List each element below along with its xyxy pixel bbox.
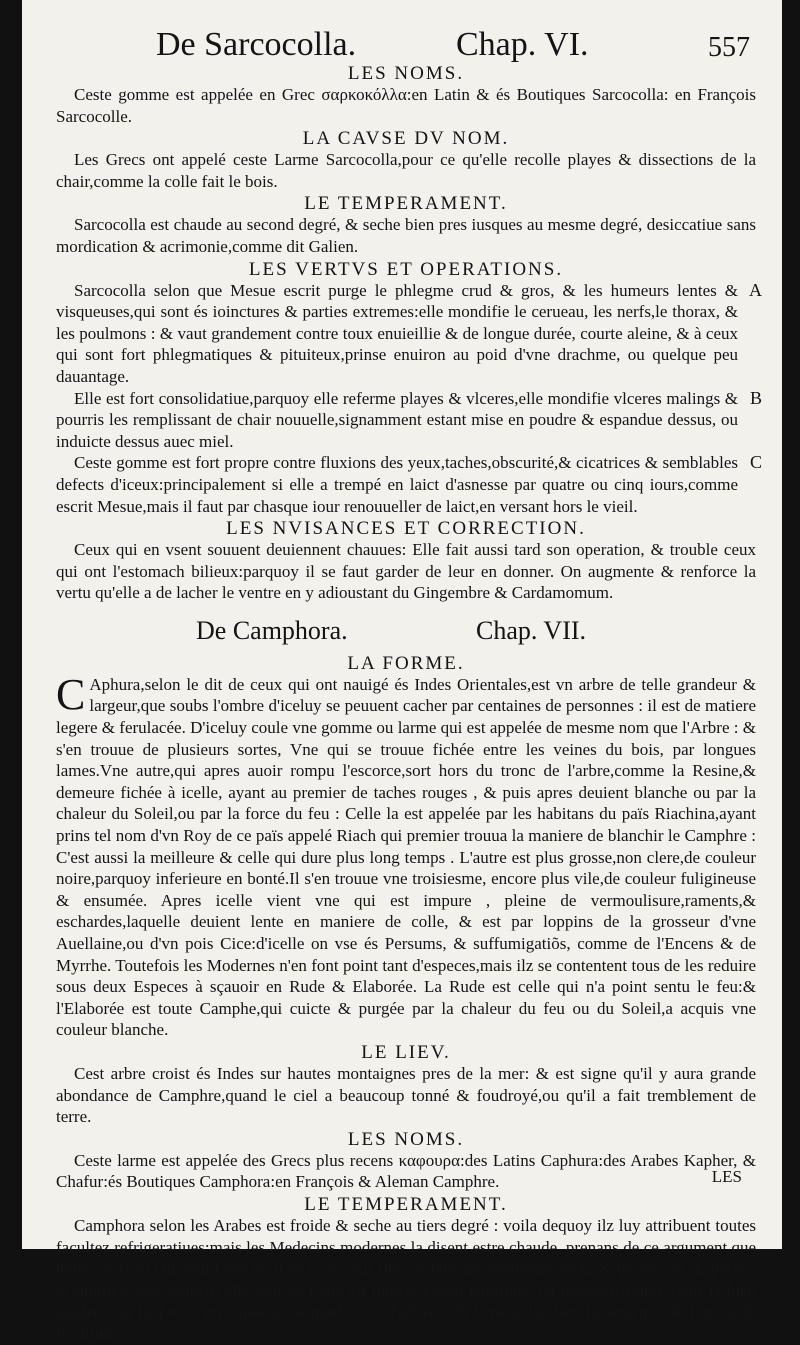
paragraph: Ceste gomme est appelée en Grec σαρκοκόλλα:en Latin & és Boutiques Sarcocolla: en François Sarcocolle. — [56, 85, 756, 126]
paragraph: Sarcocolla selon que Mesue escrit purge le phlegme crud & gros, & les humeurs lentes & visqueuses,qui sont és ioinctures & parties extremes:elle mondifie le cerueau, les nerfs,le thorax, & les poulmons : & vaut grandement contre toux enuieillie & de longue durée, courte aleine, & à ceux qui sont fort phlegmatiques & pituiteux,prinse enuiron au poid d'vne drachme, ou quelque peu dauantage. — [56, 280, 738, 386]
margin-letter-b: B — [749, 387, 762, 408]
section-heading: LES NVISANCES ET CORRECTION. — [226, 518, 586, 540]
paragraph: Elle est fort consolidatiue,parquoy elle referme playes & vlceres,elle mondifie vlceres malings & pourris les remplissant de chair nouuelle,signamment estant mise en poudre & espandue dessus, ou induicte dessus auec miel. — [56, 388, 738, 451]
paragraph: Ceste gomme est fort propre contre fluxions des yeux,taches,obscurité,& cicatrices & semblables defects d'iceux:principalement si elle a trempé en laict d'asnesse par quatre ou cinq iours,comme escrit Mesue,mais il faut par chasque iour renouueller de laict,en versant hors le vieil. — [56, 453, 738, 516]
chapter-title: De Camphora. — [196, 615, 348, 645]
paragraph: Camphora selon les Arabes est froide & seche au tiers degré : voila dequoy ilz luy attribuent toutes facultez refrigeratiues:mais les Medecins modernes la disent estre chaude, prenans de ce argument,que iettée en l'eau elle ardra tant qu'il ne reste plus rien en laissant tresbonne odeur,& qu'elle est de parties si subtiles, que souuent elle s'en va toute en fumée, estant enfermée en boytes:parquoy pour la bien garder il la faut tenir en vaisseau de marbre ou d'albastre & l'enseuelir dans la semence de Lin ou de Psyllium. — [56, 1215, 756, 1343]
paragraph-wrap — [56, 279, 762, 388]
page-number: 557 — [708, 32, 750, 63]
margin-letter-c: C — [749, 452, 762, 473]
paragraph-text: Aphura,selon le dit de ceux qui ont nauigé és Indes Orientales,est vn arbre de telle grandeur & largeur,que soubs l'ombre d'iceluy se peuuent cacher par centaines de personnes : il est de matiere legere & ferulacée. D'iceluy coule vne gomme ou larme qui est appelée de mesme nom que l'Arbre : & s'en trouue de plusieurs sortes, Vne qui se trouue fichée entre les veines du bois, par longues lames.Vne autre,qui apres auoir rompu l'escorce,sort hors du tronc de l'arbre,comme la Resine,& demeure fichée à icelle, ayant au premier de taches rouges , & puis apres deuient blanche ou par la chaleur du Soleil,ou par la force du feu : Celle la est appelée par les habitans du païs Riachina,ayant prins tel nom d'vn Roy de ce païs appelé Riach qui premier trouua la maniere de blanchir le Camphre : C'est aussi la meilleure & celle qui dure plus long temps . L'autre est plus grosse,non clere,de couleur noire,parquoy inferieure en bonté.Il s'en trouue vne troisiesme, encore plus vile,de couleur fuligineuse & ensumée. Apres icelle vient vne qui est impure , pleine de vermoulisure,raments,& eschardes,laquelle deuient lente en maniere de colle, & est par loppins de la grosseur d'vne Auellaine,ou d'vn pois Cice:d'icelle on vse és Persums, & suffumigatiõs, comme de l'Encens & de Myrrhe. Toutefois les Modernes n'en font point tant d'especes,mais ilz se contentent tous de les reduire sous deux Especes à sçauoir en Rude & Elaborée. La Rude est celle qui n'a point sentu le feu:& l'Elaborée est toute Camphe,qui cuicte & purgée par la chaleur du feu ou du Soleil,a acquis vne couleur blanche. — [56, 674, 756, 1040]
section-heading: LA FORME. — [347, 652, 465, 674]
section-heading: LE LIEV. — [361, 1041, 451, 1063]
running-head — [56, 14, 756, 62]
drop-cap: C — [56, 669, 86, 719]
section-heading: LES NOMS. — [347, 1128, 465, 1150]
catchword: LES — [711, 1167, 742, 1186]
section-heading: LES VERTVS ET OPERATIONS. — [248, 258, 564, 280]
paragraph: Les Grecs ont appelé ceste Larme Sarcocolla,pour ce qu'elle recolle playes & dissections de la chair,comme la colle fait le bois. — [56, 150, 756, 191]
paragraph: Sarcocolla est chaude au second degré, & seche bien pres iusques au mesme degré, desiccatiue sans mordication & acrimonie,comme dit Galien. — [56, 215, 756, 256]
paragraph-with-dropcap — [56, 669, 756, 1041]
book-page — [22, 0, 782, 1343]
section-heading: LE TEMPERAMENT. — [304, 1193, 508, 1215]
paragraph: Ceux qui en vsent souuent deuiennent chauues: Elle fait aussi tard son operation, & trouble ceux qui ont l'estomach bilieux:parquoy il se faut garder de leur en donner. On augmente & renforce la vertu qu'elle a de lacher le ventre en y adioustant du Gingembre & Cardamomum. — [56, 540, 756, 603]
section-heading: LA CAVSE DV NOM. — [302, 128, 510, 150]
running-head-chapter: Chap. VI. — [456, 26, 589, 63]
paragraph: Cest arbre croist és Indes sur hautes montaignes pres de la mer: & est signe qu'il y aura grande abondance de Camphre,quand le ciel a beaucoup tonné & foudroyé,ou qu'il a fait tremblement de terre. — [56, 1063, 756, 1127]
running-head-title: De Sarcocolla. — [156, 26, 357, 63]
paragraph-wrap — [56, 387, 762, 453]
margin-letter-a: A — [749, 279, 762, 300]
section-heading: LE TEMPERAMENT. — [304, 193, 508, 215]
chapter-heading — [56, 608, 756, 652]
section-heading: LES NOMS. — [347, 63, 465, 84]
chapter-number: Chap. VII. — [476, 615, 587, 645]
paragraph-wrap — [56, 452, 762, 517]
paragraph: Ceste larme est appelée des Grecs plus recens καφουρα:des Latins Caphura:des Arabes Kapher, & Chafur:és Boutiques Camphora:en François & Aleman Camphre. — [56, 1150, 756, 1192]
